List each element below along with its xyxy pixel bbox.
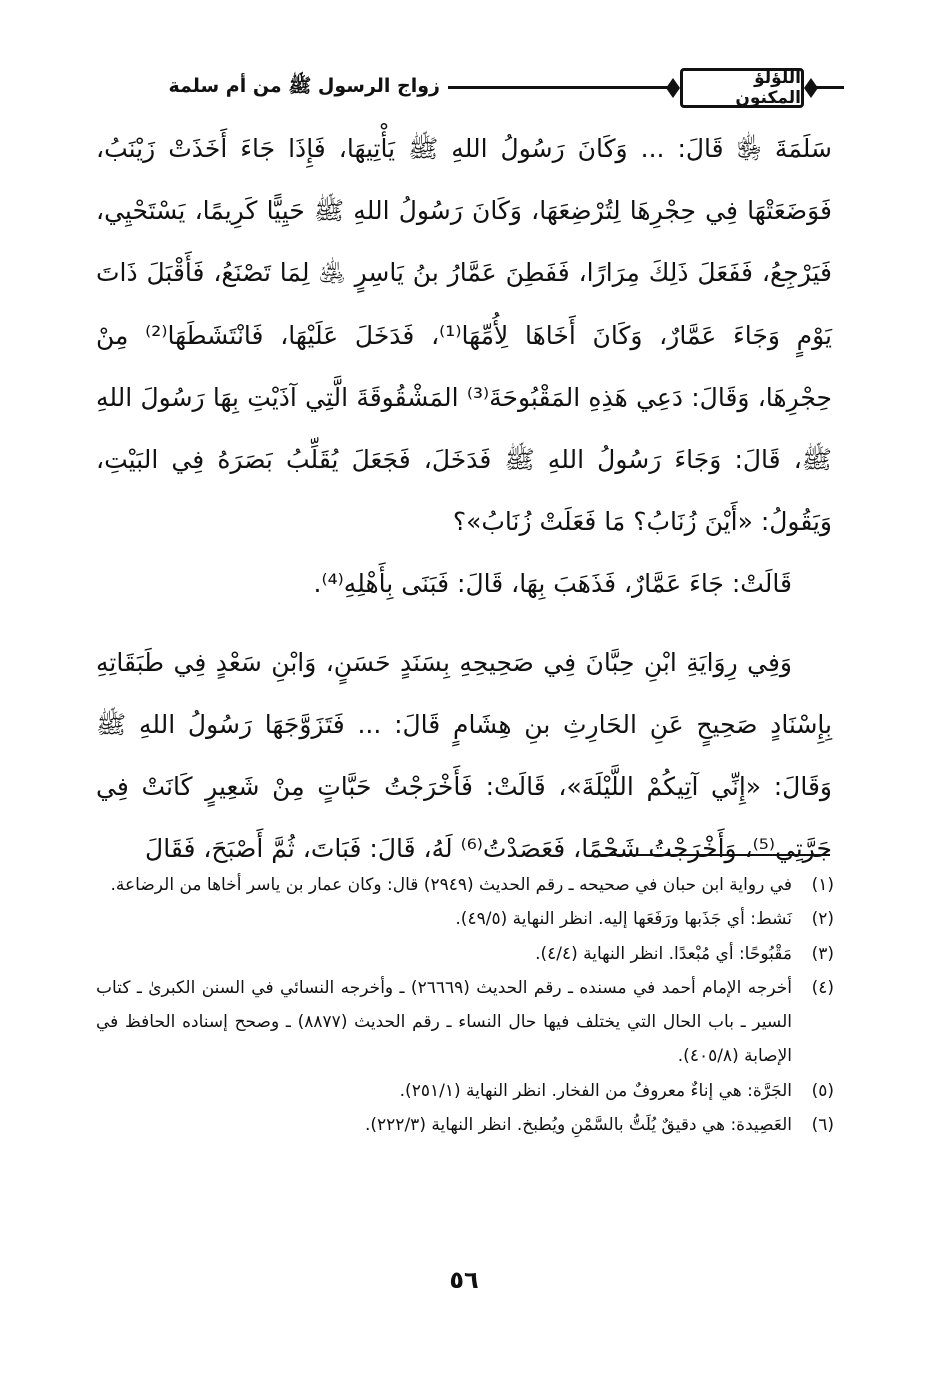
footnote-number: (٥) (811, 1080, 834, 1101)
paragraph-1: سَلَمَةَ ﵂ قَالَ: ... وَكَانَ رَسُولُ اللهِ ﷺ يَأْتِيهَا، فَإِذَا جَاءَ أَخَذَتْ زَيْنَبُ، فَوَضَعَتْهَا فِي حِجْرِهَا لِتُرْضِعَهَا، وَكَانَ رَسُولُ اللهِ ﷺ حَيِيًّا كَرِيمًا، يَسْتَحْيِي، فَيَرْجِعُ، فَفَعَلَ ذَلِكَ مِرَارًا، فَفَطِنَ عَمَّارُ بنُ يَاسِرٍ ﵁ لِمَا تَصْنَعُ، فَأَقْبَلَ ذَاتَ يَوْمٍ وَجَاءَ عَمَّارٌ، وَكَانَ أَخَاهَا لِأُمِّهَا⁽¹⁾، فَدَخَلَ عَلَيْهَا، فَانْتَشَطَهَا⁽²⁾ مِنْ حِجْرِهَا، وَقَالَ: دَعِي هَذِهِ المَقْبُوحَةَ⁽³⁾ المَشْقُوقَةَ الَّتِي آذَيْتِ بِهَا رَسُولَ اللهِ ﷺ، قَالَ: وَجَاءَ رَسُولُ اللهِ ﷺ فَدَخَلَ، فَجَعَلَ يُقَلِّبُ بَصَرَهُ فِي البَيْتِ، وَيَقُولُ: «أَيْنَ زُنَابُ؟ مَا فَعَلَتْ زُنَابُ»؟ (96, 134, 833, 537)
footnote-5 (96, 1074, 834, 1108)
footnote-number: (٣) (811, 943, 834, 964)
footnote-separator (598, 854, 830, 856)
chapter-title: زواج الرسول ﷺ من أم سلمة (168, 75, 440, 97)
book-title: اللؤلؤ المكنون (735, 68, 801, 108)
footnote-text: العَصِيدة: هي دقيقٌ يُلَتُّ بالسَّمْنِ ويُطبخ. انظر النهاية (٢٢٢/٣). (365, 1115, 792, 1136)
footnote-number: (١) (811, 875, 834, 895)
paragraph-3: وَفِي رِوَايَةِ ابْنِ حِبَّانَ فِي صَحِيحِهِ بِسَنَدٍ حَسَنٍ، وَابْنِ سَعْدٍ فِي طَبَقَاتِهِ بِإِسْنَادٍ صَحِيحٍ عَنِ الحَارِثِ بنِ هِشَامٍ قَالَ: ... فَتَزَوَّجَهَا رَسُولُ اللهِ ﷺ وَقَالَ: «إِنِّي آتِيكُمْ اللَّيْلَةَ»، قَالَتْ: فَأَخْرَجْتُ حَبَّاتٍ مِنْ شَعِيرٍ كَانَتْ فِي جَرَّتِي⁽⁵⁾، وَأَخْرَجْتُ شَحْمًا، فَعَصَدْتُ⁽⁶⁾ لَهُ، قَالَ: فَبَاتَ، ثُمَّ أَصْبَحَ، فَقَالَ (96, 647, 832, 864)
book-title-cartouche (680, 68, 804, 108)
footnote-1 (96, 868, 834, 902)
footnote-text: أخرجه الإمام أحمد في مسنده ـ رقم الحديث (٢٦٦٦٩) ـ وأخرجه النسائي في السنن الكبرىٰ ـ كتاب السير ـ باب الحال التي يختلف فيها حال النساء ـ رقم الحديث (٨٨٧٧) ـ وصحح إسناده الحافظ في الإصابة (٤٠٥/٨). (96, 977, 792, 1067)
header-rule-middle (448, 86, 670, 89)
footnote-2 (96, 902, 834, 936)
footnote-text: مَقْبُوحًا: أي مُبْعدًا. انظر النهاية (٤/٤). (535, 943, 792, 964)
footnote-6 (96, 1108, 834, 1142)
footnote-text: في رواية ابن حبان في صحيحه ـ رقم الحديث (٢٩٤٩) قال: وكان عمار بن ياسر أخاها من الرضاعة. (110, 875, 792, 895)
footnote-number: (٤) (811, 977, 834, 998)
footnote-4 (96, 971, 834, 1074)
footnote-text: الجَرَّة: هي إناءٌ معروفٌ من الفخار. انظر النهاية (٢٥١/١). (399, 1080, 792, 1101)
footnote-text: نَشط: أي جَذَبها ورَفَعَها إليه. انظر النهاية (٤٩/٥). (455, 909, 792, 930)
footnote-3 (96, 937, 834, 971)
running-header (90, 62, 835, 114)
page-number: ٥٦ (449, 1266, 479, 1294)
footnote-number: (٦) (811, 1115, 834, 1136)
main-text (96, 118, 832, 880)
footnotes (96, 868, 834, 1142)
footnote-number: (٢) (811, 909, 834, 930)
paragraph-2: قَالَتْ: جَاءَ عَمَّارٌ، فَذَهَبَ بِهَا، قَالَ: فَبَنَى بِأَهْلِهِ⁽⁴⁾. (313, 569, 792, 599)
